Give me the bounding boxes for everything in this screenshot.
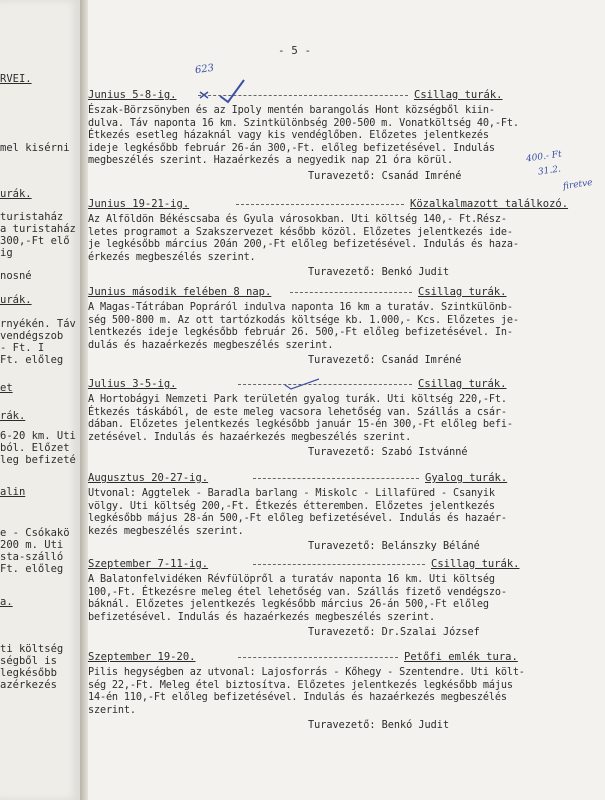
entry-header — [88, 285, 598, 299]
dashed-leader — [238, 384, 412, 385]
dashed-leader — [290, 292, 412, 293]
left-page-text: rák. — [0, 410, 26, 422]
left-page-text: vendégszob — [0, 330, 64, 342]
tour-leader-label: Turavezető: — [308, 267, 376, 279]
left-page-text: RVEI. — [0, 73, 32, 85]
tour-entry — [88, 557, 598, 640]
left-page-text: a. — [0, 596, 13, 608]
entry-date: Szeptember 7-11-ig. — [88, 558, 209, 570]
left-page-text: e - Csókakö — [0, 527, 70, 539]
left-page-text: sta-szálló — [0, 551, 64, 563]
tour-leader — [88, 266, 598, 280]
left-page-text: alin — [0, 486, 26, 498]
tour-leader — [88, 354, 598, 368]
entry-date: Junius 5-8-ig. — [88, 89, 177, 101]
entry-header — [88, 197, 598, 211]
entry-date: Szeptember 19-20. — [88, 651, 196, 663]
tour-leader-name: Csanád Imréné — [381, 355, 462, 367]
entry-description: Észak-Börzsönyben és az Ipoly mentén barangolás Hont községből kiin- dulva. Táv naponta 16 km. Szintkülönbség 200-500 m. Vonatköltség 40,-Ft. Étkezés esetleg házaknál vagy kis vendéglőben. Előzetes jelentkezés ideje legkésőbb február 26-án 300,-Ft. előleg befizetésével. Indulás megbeszélés szerint. Hazaérkezés a negyedik nap 21 óra körül. — [88, 105, 519, 167]
tour-leader — [88, 540, 598, 554]
tour-leader-label: Turavezető: — [308, 170, 376, 182]
left-page-text: nosné — [0, 270, 32, 282]
left-page-text: et — [0, 382, 13, 394]
entry-date: Junius 19-21-ig. — [88, 198, 190, 210]
dashed-leader — [198, 95, 408, 96]
entry-header — [88, 377, 598, 391]
tour-leader-label: Turavezető: — [308, 447, 376, 459]
entry-type: Csillag turák. — [418, 286, 507, 298]
tour-leader-label: Turavezető: — [308, 627, 376, 639]
left-page-text: Ft. előleg — [0, 354, 64, 366]
entry-header — [88, 471, 598, 485]
tour-leader — [88, 170, 598, 184]
handwritten-note: firetve — [562, 177, 594, 193]
left-page-text: ból. Előzet — [0, 442, 70, 454]
handwritten-note: 623 — [194, 62, 215, 77]
left-page-text: urák. — [0, 294, 32, 306]
left-page-text: ig — [0, 247, 13, 259]
entry-type: Csillag turák. — [414, 89, 503, 101]
entry-description: Az Alföldön Békéscsaba és Gyula városokban. Uti költség 140,- Ft.Rész- letes programot a Szakszervezet később közöl. Előzetes jelentkezés ide- je legkésőbb március 20án 200,-Ft előleg befizetésével. Indulás és haza- érkezés megbeszélés szerint. — [88, 214, 519, 263]
book-gutter — [80, 0, 88, 800]
entry-header — [88, 557, 598, 571]
tour-leader-name: Csanád Imréné — [381, 170, 462, 182]
entry-description: A Magas-Tátrában Popráról indulva naponta 16 km a turatáv. Szintkülönb- ség 500-800 m. Az ott tartózkodás költsége kb. 1.000,- Kcs. Előzetes je- lentkezés ideje legkésőbb február 26. 500,-Ft előleg befizetésével. In- dulás és hazaérkezés megbeszélés szerint. — [88, 302, 519, 351]
left-page-text: urák. — [0, 188, 32, 200]
dashed-leader — [253, 564, 425, 565]
tour-leader-name: Szabó Istvánné — [381, 447, 468, 459]
left-page-text: 200 m. Uti — [0, 539, 64, 551]
handwritten-note: 400.- Ft — [525, 149, 563, 165]
tour-leader-label: Turavezető: — [308, 720, 376, 732]
entry-header — [88, 88, 598, 102]
entry-header — [88, 650, 598, 664]
entry-type: Csillag turák. — [431, 558, 520, 570]
left-page-text: a turistaház — [0, 223, 76, 235]
tour-entry — [88, 197, 598, 280]
handwritten-note: 31.2. — [537, 164, 562, 178]
left-page-text: azérkezés — [0, 679, 57, 691]
left-page-text: legkésőbb — [0, 667, 57, 679]
left-page-text: mel kisérni — [0, 142, 70, 154]
left-page-fragment — [0, 0, 81, 800]
page-number: - 5 - — [278, 44, 312, 57]
left-page-text: 6-20 km. Uti — [0, 430, 76, 442]
entry-type: Gyalog turák. — [425, 472, 508, 484]
tour-entry — [88, 285, 598, 368]
entry-type: Csillag turák. — [418, 378, 507, 390]
entry-date: Augusztus 20-27-ig. — [88, 472, 209, 484]
entry-type: Petőfi emlék tura. — [404, 651, 518, 663]
tour-leader-name: Belánszky Béláné — [381, 541, 480, 553]
left-page-text: leg befizeté — [0, 454, 76, 466]
tour-leader-name: Benkó Judit — [381, 720, 450, 732]
entry-description: Utvonal: Aggtelek - Baradla barlang - Miskolc - Lillafüred - Csanyik völgy. Uti költség 200,-Ft. Étkezés étteremben. Előzetes jelentkezés legkésőbb május 28-án 500,-Ft előleg befizetésével. Indulás és hazaér- kezés megbeszélés szerint. — [88, 488, 507, 537]
tour-leader-name: Dr.Szalai József — [381, 627, 480, 639]
document-page — [88, 0, 605, 800]
dashed-leader — [236, 204, 404, 205]
tour-entry — [88, 377, 598, 460]
left-page-text: Ft. előleg — [0, 563, 64, 575]
entry-type: Közalkalmazott találkozó. — [410, 198, 569, 210]
entry-date: Julius 3-5-ig. — [88, 378, 177, 390]
tour-leader-label: Turavezető: — [308, 355, 376, 367]
left-page-text: turistaház — [0, 211, 64, 223]
tour-entry — [88, 471, 598, 554]
left-page-text: rnyékén. Táv — [0, 318, 76, 330]
left-page-text: - Ft. I — [0, 342, 45, 354]
entry-description: Pilis hegységben az utvonal: Lajosforrás - Kőhegy - Szentendre. Uti költ- ség 22,-Ft. Meleg étel biztosítva. Előzetes jelentkezés legkésőbb május 14-én 110,-Ft előleg befizetésével. Indulás és hazaérkezés megbeszélés szerint. — [88, 667, 525, 716]
dashed-leader — [238, 657, 398, 658]
tour-leader-name: Benkó Judit — [381, 267, 450, 279]
tour-entry — [88, 88, 598, 184]
left-page-text: 300,-Ft elő — [0, 235, 70, 247]
left-page-text: ségből is — [0, 655, 57, 667]
tour-leader — [88, 719, 598, 733]
tour-leader-label: Turavezető: — [308, 541, 376, 553]
tour-entry — [88, 650, 598, 733]
entry-description: A Balatonfelvidéken Révfülöpről a turatáv naponta 16 km. Uti költség 100,-Ft. Étkezésre meleg étel lehetőség van. Szállás fizető vendégszo- báknál. Előzetes jelentkezés legkésőbb március 26-án 500,-Ft előleg befizetésével. Indulás és hazaérkezés megbeszélés szerint. — [88, 574, 507, 623]
tour-leader — [88, 446, 598, 460]
tour-leader — [88, 626, 598, 640]
dashed-leader — [253, 478, 419, 479]
entry-description: A Hortobágyi Nemzeti Park területén gyalog turák. Uti költség 220,-Ft. Étkezés táskából, de este meleg vacsora lehetőség van. Szállás a csár- dában. Előzetes jelentkezés legkésőbb január 15-én 300,-Ft előleg befi- zetésével. Indulás és hazaérkezés megbeszélés szerint. — [88, 394, 513, 443]
left-page-text: ti költség — [0, 643, 64, 655]
entry-date: Junius második felében 8 nap. — [88, 286, 272, 298]
